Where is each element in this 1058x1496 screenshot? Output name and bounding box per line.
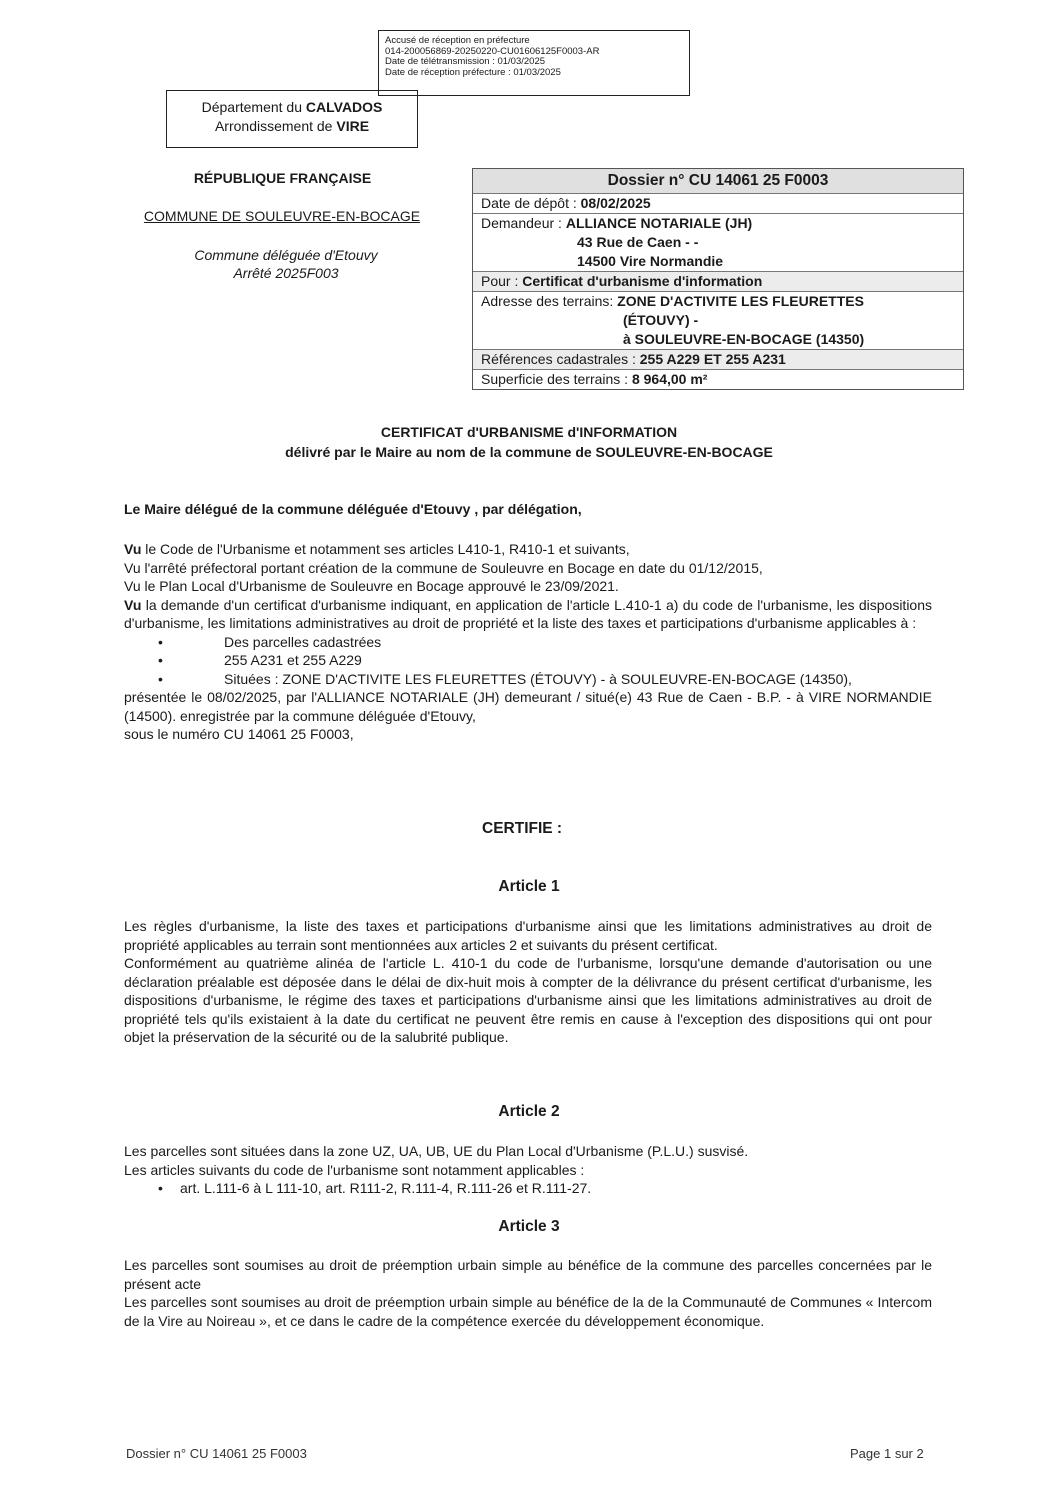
- article-2-paragraph: Les parcelles sont situées dans la zone UZ, UA, UB, UE du Plan Local d'Urbanisme (P.L.U.) susvisé.: [124, 1143, 749, 1159]
- maire-statement: Le Maire délégué de la commune déléguée d'Etouvy , par délégation,: [124, 501, 582, 517]
- demandeur-address: 43 Rue de Caen - -: [577, 234, 699, 250]
- demandeur-name: ALLIANCE NOTARIALE (JH): [565, 215, 753, 231]
- list-item: • 255 A231 et 255 A229: [124, 651, 932, 670]
- receipt-line: 014-200056869-20250220-CU01606125F0003-AR: [385, 45, 600, 57]
- commune-heading: COMMUNE DE SOULEUVRE-EN-BOCAGE: [143, 208, 421, 224]
- dossier-box: [472, 168, 964, 390]
- article-1-paragraph: Les règles d'urbanisme, la liste des taxes et participations d'urbanisme ainsi que les limitations administratives au droit de propriété applicables au terrain sont mentionnées aux articles 2 et suivants du présent certificat.: [124, 918, 932, 953]
- receipt-line: Date de télétransmission : 01/03/2025: [385, 56, 546, 67]
- article-1-title: Article 1: [498, 878, 560, 895]
- depot-value: 08/02/2025: [580, 195, 651, 211]
- pour-value: Certificat d'urbanisme d'information: [522, 273, 763, 289]
- demandeur-city: 14500 Vire Normandie: [577, 253, 724, 269]
- department-box: [166, 90, 418, 148]
- document-title: CERTIFICAT d'URBANISME d'INFORMATION: [380, 424, 678, 440]
- superficie-value: 8 964,00 m²: [631, 371, 708, 387]
- pour-row: [473, 272, 963, 292]
- article-2-paragraph: Les articles suivants du code de l'urbanisme sont notamment applicables :: [124, 1161, 585, 1178]
- vu-plu: Vu le Plan Local d'Urbanisme de Souleuvre en Bocage approuvé le 23/09/2021.: [124, 578, 619, 594]
- document-subtitle: délivré par le Maire au nom de la commune de SOULEUVRE-EN-BOCAGE: [285, 444, 773, 460]
- footer-dossier: Dossier n° CU 14061 25 F0003: [126, 1446, 307, 1461]
- vu-demande-text: la demande d'un certificat d'urbanisme indiquant, en application de l'article L.410-1 a) du code de l'urbanisme, les dispositions d'urbanisme, les limitations administratives au droit de propriété et la liste des taxes et participations d'urbanisme applicables à :: [124, 596, 932, 631]
- receipt-stamp: [378, 30, 690, 96]
- vu-arrete: Vu l'arrêté préfectoral portant création de la commune de Souleuvre en Bocage en date du 01/12/2015,: [124, 559, 763, 576]
- list-item: • Situées : ZONE D'ACTIVITE LES FLEURETTES (ÉTOUVY) - à SOULEUVRE-EN-BOCAGE (14350),: [124, 670, 932, 689]
- department-prefix: Département du: [201, 99, 306, 115]
- article-3-title: Article 3: [498, 1218, 560, 1235]
- arrondissement-line: [167, 117, 417, 136]
- article-3-paragraph: Les parcelles sont soumises au droit de préemption urbain simple au bénéfice de la de la Communauté de Communes « Intercom de la Vire au Noireau », et ce dans le cadre de la compétence exercée du développement économique.: [124, 1294, 932, 1329]
- dossier-title: Dossier n° CU 14061 25 F0003: [473, 169, 963, 194]
- numero-text: sous le numéro CU 14061 25 F0003,: [124, 726, 354, 742]
- demandeur-label: Demandeur :: [481, 215, 566, 231]
- arrete-number: Arrêté 2025F003: [233, 265, 339, 281]
- arrondissement-name: VIRE: [336, 118, 370, 134]
- adresse-label: Adresse des terrains:: [481, 293, 618, 309]
- vu-section: [124, 540, 932, 744]
- vu-code: [124, 540, 932, 559]
- demandeur-row: [473, 214, 963, 272]
- department-line: [167, 98, 417, 117]
- references-row: [473, 350, 963, 370]
- adresse-value: ZONE D'ACTIVITE LES FLEURETTES: [617, 293, 864, 309]
- depot-label: Date de dépôt :: [481, 195, 581, 211]
- article-1-body: [124, 917, 932, 1047]
- adresse-value-line3: à SOULEUVRE-EN-BOCAGE (14350): [623, 331, 865, 347]
- references-label: Références cadastrales :: [481, 351, 640, 367]
- certifie-heading: CERTIFIE :: [482, 820, 563, 837]
- adresse-value-line2: (ÉTOUVY) -: [623, 312, 699, 328]
- department-name: CALVADOS: [305, 99, 383, 115]
- receipt-line: Accusé de réception en préfecture: [385, 35, 530, 46]
- commune-deleguee-label: Commune déléguée d'Etouvy: [194, 247, 378, 263]
- vu-code-text: le Code de l'Urbanisme et notamment ses articles L410-1, R410-1 et suivants,: [141, 541, 630, 557]
- article-3-paragraph: Les parcelles sont soumises au droit de préemption urbain simple au bénéfice de la commune des parcelles concernées par le présent acte: [124, 1257, 932, 1292]
- vu-word: Vu: [124, 596, 142, 613]
- article-1-paragraph: Conformément au quatrième alinéa de l'article L. 410-1 du code de l'urbanisme, lorsqu'une demande d'autorisation ou une déclaration préalable est déposée dans le délai de dix-huit mois à compter de la délivrance du présent certificat d'urbanisme, les dispositions d'urbanisme, le régime des taxes et participations d'urbanisme ainsi que les limitations administratives au droit de propriété tels qu'ils existaient à la date du certificat ne peuvent être remis en cause à l'exception des dispositions qui ont pour objet la préservation de la sécurité ou de la salubrité publique.: [124, 955, 932, 1045]
- presentee-text: présentée le 08/02/2025, par l'ALLIANCE NOTARIALE (JH) demeurant / situé(e) 43 Rue de Caen - B.P. - à VIRE NORMANDIE (14500). enregistrée par la commune déléguée d'Etouvy,: [124, 689, 932, 724]
- arrondissement-prefix: Arrondissement de: [214, 118, 337, 134]
- references-value: 255 A229 ET 255 A231: [639, 351, 786, 367]
- superficie-label: Superficie des terrains :: [481, 371, 632, 387]
- page-number: Page 1 sur 2: [850, 1446, 924, 1461]
- article-2-body: [124, 1142, 932, 1198]
- vu-demande: [124, 596, 932, 633]
- pour-label: Pour :: [481, 273, 523, 289]
- list-item: • art. L.111-6 à L 111-10, art. R111-2, R.111-4, R.111-26 et R.111-27.: [124, 1179, 932, 1198]
- depot-row: [473, 194, 963, 214]
- article-2-title: Article 2: [498, 1103, 560, 1120]
- adresse-row: [473, 292, 963, 350]
- article-3-body: [124, 1256, 932, 1330]
- superficie-row: [473, 370, 963, 389]
- vu-word: Vu: [124, 541, 142, 557]
- receipt-line: Date de réception préfecture : 01/03/2025: [385, 66, 561, 78]
- republic-heading: RÉPUBLIQUE FRANÇAISE: [193, 170, 372, 186]
- commune-deleguee: [150, 246, 422, 282]
- list-item: • Des parcelles cadastrées: [124, 633, 932, 652]
